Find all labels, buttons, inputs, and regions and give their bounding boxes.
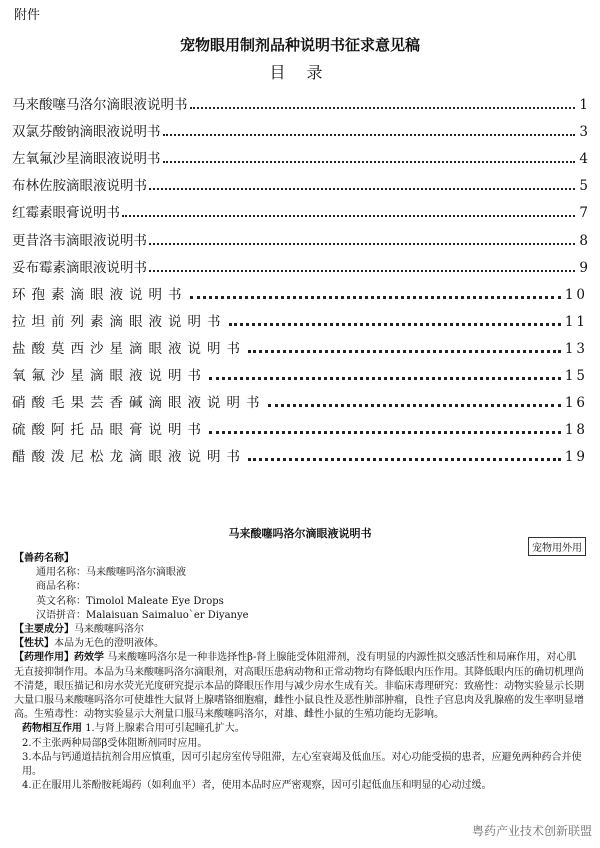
toc-entry-page: 11: [564, 313, 588, 330]
document-title: 宠物眼用制剂品种说明书征求意见稿: [179, 36, 420, 54]
toc-entry-label: 硫酸阿托品眼膏说明书: [12, 422, 207, 439]
property-line: [14, 637, 586, 651]
toc-entry[interactable]: [12, 330, 588, 357]
generic-name: 通用名称：马来酸噻吗洛尔滴眼液: [36, 567, 186, 579]
toc-entry-label: 更昔洛韦滴眼液说明书: [12, 232, 147, 249]
interaction-item: 3.本品与钙通道拮抗剂合用应慎重，因可引起房室传导阻滞，左心室衰竭及低血压。对心功能受损的患者，应避免两种药合并使用。: [22, 751, 582, 778]
pharmacology-text: 马来酸噻吗洛尔是一种非选择性β-肾上腺能受体阻滞剂，没有明显的内源性拟交感活性和局麻作用，对心肌无直接抑制作用。本品为马来酸噻吗洛尔滴眼剂，对高眼压患病动物和正常动物均有降低眼内压作用。其降低眼内压的确切机理尚不清楚，眼压描记和房水荧光光度研究提示本品的降眼压作用与减少房水生成有关。非临床毒理研究：致癌性：动物实验显示长期大量口服马来酸噻吗洛尔可使雄性大鼠肾上腺嗜铬细胞瘤，雌性小鼠良性及恶性肺部肿瘤，良性子宫息肉及乳腺癌的发生率明显增高。生殖毒性：动物实验显示大剂量口服马来酸噻吗洛尔，对雄、雌性小鼠的生殖功能均无影响。: [14, 652, 584, 721]
toc-leader-dots: [122, 197, 575, 217]
interaction-line-1: [14, 722, 586, 736]
toc-entry-label: 马来酸噻马洛尔滴眼液说明书: [12, 97, 188, 114]
toc-entry-page: 8: [579, 232, 588, 249]
toc-leader-dots: [163, 116, 576, 136]
toc-entry-page: 1: [579, 97, 588, 114]
toc-entry[interactable]: [12, 303, 588, 330]
toc-leader-dots: [268, 386, 561, 407]
toc-entry[interactable]: [12, 140, 588, 167]
toc-leader-dots: [190, 89, 576, 109]
toc-entry-page: 19: [564, 449, 588, 466]
toc-entry-page: 3: [579, 124, 588, 141]
interaction-item: 1.与肾上腺素合用可引起瞳孔扩大。: [85, 723, 245, 735]
toc-leader-dots: [229, 305, 561, 326]
toc-entry[interactable]: [12, 113, 588, 140]
toc-entry-label: 氧氟沙星滴眼液说明书: [12, 368, 207, 385]
trade-name: 商品名称：: [36, 581, 86, 593]
toc-leader-dots: [209, 359, 561, 380]
property-text: 本品为无色的澄明液体。: [54, 638, 164, 650]
toc-entry[interactable]: [12, 384, 588, 411]
toc-entry[interactable]: [12, 357, 588, 384]
toc-entry-page: 10: [564, 286, 588, 303]
vet-name-heading: 【兽药名称】: [14, 553, 74, 564]
ingredient-line: [14, 623, 586, 637]
property-heading: 【性状】: [14, 638, 54, 650]
english-name: 英文名称：Timolol Maleate Eye Drops: [36, 595, 224, 607]
toc-entry[interactable]: [12, 167, 588, 194]
toc-entry-page: 15: [564, 368, 588, 385]
toc-entry-page: 9: [579, 259, 588, 276]
toc-heading: 目 录: [269, 63, 331, 82]
toc-entry-page: 7: [579, 205, 588, 222]
pinyin-name: 汉语拼音：Malaisuan Saimaluo`er Diyanye: [36, 609, 249, 621]
toc-entry[interactable]: [12, 276, 588, 303]
toc-entry[interactable]: [12, 194, 588, 221]
toc-entry-label: 妥布霉素滴眼液说明书: [12, 259, 147, 276]
pharmacology-heading: 【药理作用】药效学: [14, 652, 104, 664]
toc-leader-dots: [149, 170, 575, 190]
toc-entry-page: 13: [564, 340, 588, 357]
toc-entry-page: 5: [579, 178, 588, 195]
toc-entry-label: 双氯芬酸钠滴眼液说明书: [12, 124, 161, 141]
ingredient-text: 马来酸噻吗洛尔: [74, 624, 144, 636]
toc-entry[interactable]: [12, 86, 588, 113]
toc-entry-page: 4: [579, 151, 588, 168]
toc-entry[interactable]: [12, 411, 588, 438]
toc-entry-label: 布林佐胺滴眼液说明书: [12, 178, 147, 195]
section-title: 马来酸噻吗洛尔滴眼液说明书: [228, 527, 372, 540]
toc-entry[interactable]: [12, 438, 588, 465]
toc-leader-dots: [209, 413, 561, 434]
toc-leader-dots: [163, 143, 576, 163]
toc-leader-dots: [190, 278, 561, 299]
toc-entry[interactable]: [12, 249, 588, 276]
toc-entry[interactable]: [12, 221, 588, 248]
usage-badge: 宠物用外用: [528, 537, 586, 556]
interaction-item: 4.正在服用儿茶酚胺耗竭药（如利血平）者，使用本品时应严密观察，因可引起低血压和明显的心动过缓。: [22, 780, 492, 792]
toc-entry-label: 左氧氟沙星滴眼液说明书: [12, 151, 161, 168]
section-body: [14, 552, 586, 793]
toc-entry-label: 拉坦前列素滴眼液说明书: [12, 313, 227, 330]
toc-entry-label: 环孢素滴眼液说明书: [12, 286, 188, 303]
toc-entry-page: 18: [564, 422, 588, 439]
toc-entry-page: 16: [564, 395, 588, 412]
interaction-item: 2.不主张两种局部β受体阻断剂同时应用。: [22, 737, 208, 749]
toc-entry-label: 硝酸毛果芸香碱滴眼液说明书: [12, 395, 266, 412]
interaction-heading: 药物相互作用: [22, 723, 82, 735]
table-of-contents: [12, 86, 588, 465]
toc-leader-dots: [149, 252, 575, 272]
watermark-text: 粤药产业技术创新联盟: [471, 824, 592, 838]
toc-leader-dots: [248, 440, 561, 461]
toc-entry-label: 醋酸泼尼松龙滴眼液说明书: [12, 449, 246, 466]
toc-entry-label: 盐酸莫西沙星滴眼液说明书: [12, 340, 246, 357]
toc-entry-label: 红霉素眼膏说明书: [12, 205, 120, 222]
attachment-label: 附件: [14, 8, 41, 23]
toc-leader-dots: [149, 225, 575, 245]
ingredient-heading: 【主要成分】: [14, 624, 74, 636]
toc-leader-dots: [248, 332, 561, 353]
pharmacology-paragraph: [14, 651, 586, 722]
